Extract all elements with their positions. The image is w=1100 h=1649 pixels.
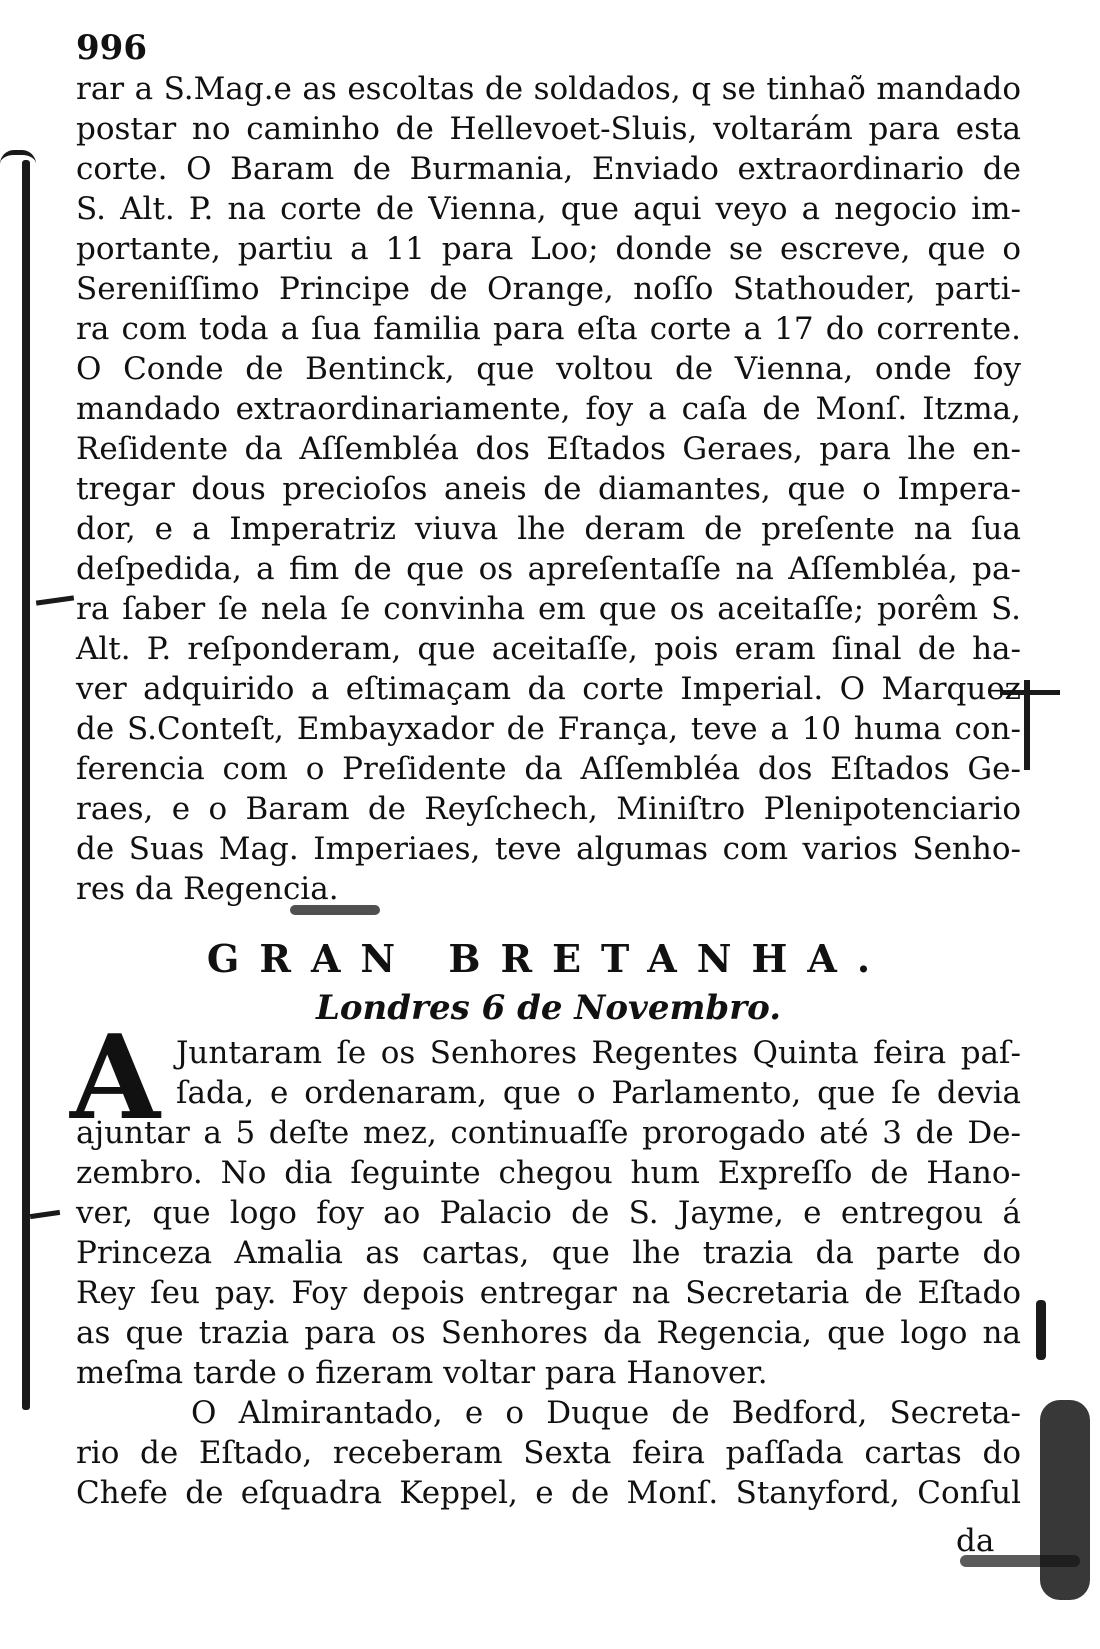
text-line: rio de Eſtado, receberam Sexta feira paſſada cartas do bbox=[76, 1435, 1021, 1471]
text-line: as que trazia para os Senhores da Regencia, que logo na bbox=[76, 1315, 1021, 1351]
text-line: portante, partiu a 11 para Loo; donde se escreve, que o bbox=[76, 231, 1021, 267]
text-line: Alt. P. reſponderam, que aceitaſſe, pois eram ſinal de ha- bbox=[76, 631, 1021, 667]
right-margin-ink-mark bbox=[1036, 1300, 1046, 1360]
text-line: Princeza Amalia as cartas, que lhe trazia da parte do bbox=[76, 1235, 1021, 1271]
text-line: ra com toda a ſua familia para eſta corte a 17 do corrente. bbox=[76, 311, 1021, 347]
right-margin-ink-mark bbox=[1024, 680, 1030, 770]
text-line: ra ſaber ſe nela ſe convinha em que os aceitaſſe; porêm S. bbox=[76, 591, 1021, 627]
margin-ink-mark bbox=[36, 595, 74, 605]
text-line: Sereniſſimo Principe de Orange, noſſo Stathouder, parti- bbox=[76, 271, 1021, 307]
text-line: zembro. No dia ſeguinte chegou hum Expreſſo de Hano- bbox=[76, 1155, 1021, 1191]
text-line: tregar dous precioſos aneis de diamantes, que o Impera- bbox=[76, 471, 1021, 507]
text-line: corte. O Baram de Burmania, Enviado extraordinario de bbox=[76, 151, 1021, 187]
text-line: S. Alt. P. na corte de Vienna, que aqui veyo a negocio im- bbox=[76, 191, 1021, 227]
text-line: de Suas Mag. Imperiaes, teve algumas com varios Senho- bbox=[76, 831, 1021, 867]
text-line: Chefe de eſquadra Keppel, e de Monſ. Stanyford, Conſul bbox=[76, 1475, 1021, 1511]
text-line: Rey ſeu pay. Foy depois entregar na Secretaria de Eſtado bbox=[76, 1275, 1021, 1311]
text-line: res da Regencia. bbox=[76, 871, 339, 907]
drop-cap-letter: A bbox=[70, 1010, 161, 1146]
text-line: Reſidente da Aſſembléa dos Eſtados Geraes, para lhe en- bbox=[76, 431, 1021, 467]
text-line: ferencia com o Preſidente da Aſſembléa dos Eſtados Ge- bbox=[76, 751, 1021, 787]
text-line: ver adquirido a eſtimaçam da corte Imperial. O Marquez bbox=[76, 671, 1021, 707]
page-number: 996 bbox=[76, 28, 147, 68]
text-line: ver, que logo foy ao Palacio de S. Jayme, e entregou á bbox=[76, 1195, 1021, 1231]
ink-smudge bbox=[1040, 1400, 1090, 1600]
text-line: Juntaram ſe os Senhores Regentes Quinta feira paſ- bbox=[176, 1035, 1021, 1071]
text-line: deſpedida, a fim de que os apreſentaſſe na Aſſembléa, pa- bbox=[76, 551, 1021, 587]
text-line: rar a S.Mag.e as escoltas de soldados, q se tinhaõ mandado bbox=[76, 71, 1021, 107]
margin-ink-mark bbox=[30, 1210, 60, 1219]
text-line: postar no caminho de Hellevoet-Sluis, voltarám para esta bbox=[76, 111, 1021, 147]
catchword: da bbox=[956, 1523, 995, 1559]
section-dateline: Londres 6 de Novembro. bbox=[315, 988, 782, 1028]
text-line: raes, e o Baram de Reyſchech, Miniſtro Plenipotenciario bbox=[76, 791, 1021, 827]
text-line: meſma tarde o fizeram voltar para Hanover. bbox=[76, 1355, 768, 1391]
binding-edge-line bbox=[22, 160, 30, 1410]
section-title: GRAN BRETANHA. bbox=[206, 936, 891, 981]
text-line: dor, e a Imperatriz viuva lhe deram de preſente na ſua bbox=[76, 511, 1021, 547]
text-line: O Conde de Bentinck, que voltou de Vienna, onde foy bbox=[76, 351, 1021, 387]
binding-hook-mark bbox=[0, 150, 36, 169]
text-line: ajuntar a 5 deſte mez, continuaſſe prorogado até 3 de De- bbox=[76, 1115, 1021, 1151]
text-line: ſada, e ordenaram, que o Parlamento, que ſe devia bbox=[176, 1075, 1021, 1111]
text-line: mandado extraordinariamente, foy a caſa de Monſ. Itzma, bbox=[76, 391, 1021, 427]
text-line: O Almirantado, e o Duque de Bedford, Secreta- bbox=[191, 1395, 1021, 1431]
text-line: de S.Conteſt, Embayxador de França, teve a 10 huma con- bbox=[76, 711, 1021, 747]
